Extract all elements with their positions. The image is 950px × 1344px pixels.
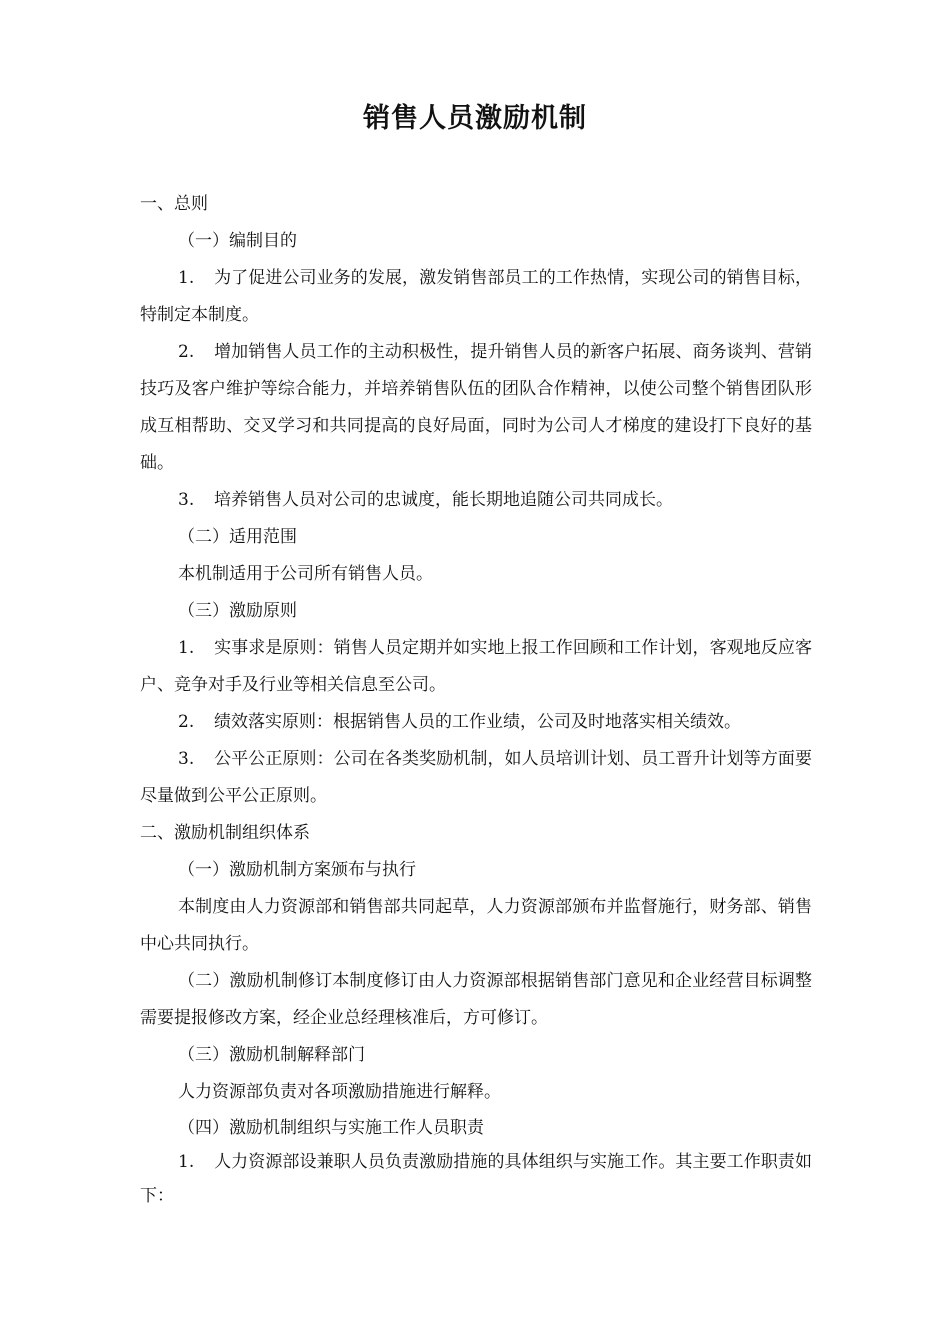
item-number: 3. [178,749,195,769]
paragraph-duties-1 [140,1145,812,1213]
paragraph-text: 实事求是原则：销售人员定期并如实地上报工作回顾和工作计划，客观地反应客户、竞争对手及行业等相关信息至公司。 [140,638,812,695]
subsection-heading-duties: （四）激励机制组织与实施工作人员职责 [178,1118,484,1138]
paragraph-principle-1 [140,630,812,704]
item-number: 1. [178,638,195,658]
item-number: 2. [178,712,195,732]
paragraph-text: 培养销售人员对公司的忠诚度，能长期地追随公司共同成长。 [214,490,673,510]
section-heading-organization: 二、激励机制组织体系 [140,823,310,843]
subsection-heading-principles: （三）激励原则 [178,601,297,621]
paragraph-text: 绩效落实原则：根据销售人员的工作业绩，公司及时地落实相关绩效。 [214,712,741,732]
paragraph-purpose-3 [140,482,812,519]
paragraph-scope: 本机制适用于公司所有销售人员。 [178,564,433,584]
document-title: 销售人员激励机制 [363,103,587,134]
paragraph-principle-3 [140,741,812,815]
item-number: 1. [178,1152,195,1172]
subsection-heading-issuance: （一）激励机制方案颁布与执行 [178,860,416,880]
paragraph-text: 人力资源部设兼职人员负责激励措施的具体组织与实施工作。其主要工作职责如下： [140,1152,812,1206]
paragraph-purpose-2 [140,334,812,482]
paragraph-revision: （二）激励机制修订本制度修订由人力资源部根据销售部门意见和企业经营目标调整需要提报修改方案，经企业总经理核准后，方可修订。 [140,971,812,1028]
item-number: 2. [178,342,195,362]
section-heading-general: 一、总则 [140,194,208,214]
item-number: 3. [178,490,195,510]
paragraph-purpose-1 [140,260,812,334]
paragraph-text: 公平公正原则：公司在各类奖励机制，如人员培训计划、员工晋升计划等方面要尽量做到公平公正原则。 [140,749,812,806]
subsection-heading-scope: （二）适用范围 [178,527,297,547]
paragraph-text: 为了促进公司业务的发展，激发销售部员工的工作热情，实现公司的销售目标，特制定本制度。 [140,268,812,325]
paragraph-principle-2 [140,704,812,741]
subsection-heading-purpose-title: （一）编制目的 [178,231,297,251]
paragraph-text: 增加销售人员工作的主动积极性，提升销售人员的新客户拓展、商务谈判、营销技巧及客户维护等综合能力，并培养销售队伍的团队合作精神，以使公司整个销售团队形成互相帮助、交叉学习和共同提高的良好局面，同时为公司人才梯度的建设打下良好的基础。 [140,342,812,473]
document-body [140,186,812,1213]
paragraph-issuance: 本制度由人力资源部和销售部共同起草，人力资源部颁布并监督施行，财务部、销售中心共同执行。 [140,897,812,954]
item-number: 1. [178,268,195,288]
paragraph-interpretation: 人力资源部负责对各项激励措施进行解释。 [178,1082,501,1102]
subsection-heading-interpretation: （三）激励机制解释部门 [178,1045,365,1065]
